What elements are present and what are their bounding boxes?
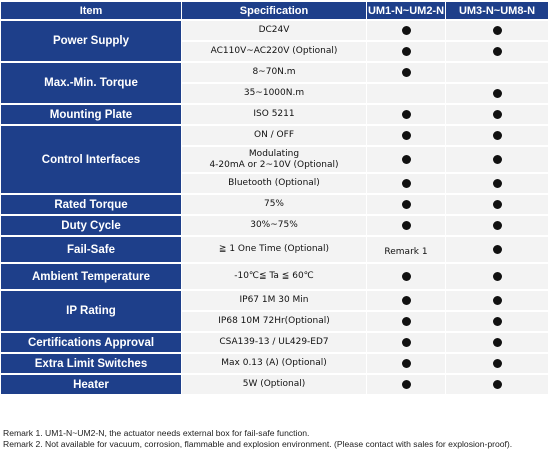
model-a-cell [367, 312, 445, 331]
model-a-cell [367, 264, 445, 289]
filled-dot-icon [402, 47, 411, 56]
filled-dot-icon [402, 272, 411, 281]
model-b-cell [446, 126, 548, 145]
model-a-cell [367, 21, 445, 40]
spec-value: ≧ 1 One Time (Optional) [182, 237, 366, 262]
spec-value: Max 0.13 (A) (Optional) [182, 354, 366, 373]
filled-dot-icon [493, 296, 502, 305]
item-label: Power Supply [1, 21, 181, 61]
header-specification: Specification [182, 2, 366, 19]
table-row [1, 126, 548, 145]
model-b-cell [446, 312, 548, 331]
spec-value: 30%~75% [182, 216, 366, 235]
model-b-cell [446, 21, 548, 40]
model-b-cell [446, 354, 548, 373]
model-a-cell [367, 216, 445, 235]
model-b-cell [446, 147, 548, 172]
model-a-cell [367, 147, 445, 172]
table-row [1, 63, 548, 82]
model-b-cell [446, 63, 548, 82]
remarks [3, 428, 512, 450]
table-row [1, 21, 548, 40]
item-label: Extra Limit Switches [1, 354, 181, 373]
model-b-cell [446, 174, 548, 193]
header-row [1, 2, 548, 19]
filled-dot-icon [402, 338, 411, 347]
model-b-cell [446, 264, 548, 289]
filled-dot-icon [493, 155, 502, 164]
table-row [1, 105, 548, 124]
filled-dot-icon [402, 68, 411, 77]
model-a-cell [367, 237, 445, 262]
spec-value: DC24V [182, 21, 366, 40]
spec-value: CSA139-13 / UL429-ED7 [182, 333, 366, 352]
spec-value: 75% [182, 195, 366, 214]
item-label: Ambient Temperature [1, 264, 181, 289]
model-a-cell [367, 174, 445, 193]
header-item: Item [1, 2, 181, 19]
filled-dot-icon [402, 26, 411, 35]
model-b-cell [446, 105, 548, 124]
filled-dot-icon [402, 359, 411, 368]
model-b-cell [446, 42, 548, 61]
spec-value: Modulating 4-20mA or 2~10V (Optional) [182, 147, 366, 172]
model-b-cell [446, 237, 548, 262]
filled-dot-icon [402, 317, 411, 326]
header-model-b: UM3-N~UM8-N [446, 2, 548, 19]
model-a-cell [367, 195, 445, 214]
remark-2: Remark 2. Not available for vacuum, corrosion, flammable and explosion environment. (Please contact with sales for explosion-proof). [3, 439, 513, 449]
item-label: Duty Cycle [1, 216, 181, 235]
filled-dot-icon [402, 221, 411, 230]
model-a-cell [367, 354, 445, 373]
table-row [1, 354, 548, 373]
filled-dot-icon [402, 380, 411, 389]
filled-dot-icon [402, 110, 411, 119]
model-b-cell [446, 333, 548, 352]
filled-dot-icon [493, 317, 502, 326]
model-b-cell [446, 84, 548, 103]
filled-dot-icon [402, 155, 411, 164]
item-label: IP Rating [1, 291, 181, 331]
model-b-cell [446, 375, 548, 394]
model-a-cell [367, 126, 445, 145]
filled-dot-icon [493, 245, 502, 254]
filled-dot-icon [493, 359, 502, 368]
table-row [1, 291, 548, 310]
header-model-a: UM1-N~UM2-N [367, 2, 445, 19]
filled-dot-icon [402, 296, 411, 305]
filled-dot-icon [493, 89, 502, 98]
spec-value: ON / OFF [182, 126, 366, 145]
spec-value: 5W (Optional) [182, 375, 366, 394]
table-row [1, 216, 548, 235]
spec-value: -10℃≦ Ta ≦ 60℃ [182, 264, 366, 289]
spec-value: ISO 5211 [182, 105, 366, 124]
item-label: Fail-Safe [1, 237, 181, 262]
filled-dot-icon [493, 179, 502, 188]
table-row [1, 333, 548, 352]
filled-dot-icon [493, 26, 502, 35]
item-label: Control Interfaces [1, 126, 181, 193]
model-a-cell [367, 42, 445, 61]
model-a-cell [367, 375, 445, 394]
spec-value: 8~70N.m [182, 63, 366, 82]
spec-value: Bluetooth (Optional) [182, 174, 366, 193]
spec-body [1, 21, 548, 394]
filled-dot-icon [402, 131, 411, 140]
model-b-cell [446, 291, 548, 310]
filled-dot-icon [493, 272, 502, 281]
filled-dot-icon [493, 221, 502, 230]
item-label: Rated Torque [1, 195, 181, 214]
item-label: Heater [1, 375, 181, 394]
filled-dot-icon [402, 200, 411, 209]
model-a-cell [367, 105, 445, 124]
filled-dot-icon [493, 131, 502, 140]
filled-dot-icon [402, 179, 411, 188]
filled-dot-icon [493, 200, 502, 209]
item-label: Certifications Approval [1, 333, 181, 352]
filled-dot-icon [493, 380, 502, 389]
item-label: Mounting Plate [1, 105, 181, 124]
spec-value: IP67 1M 30 Min [182, 291, 366, 310]
spec-value: AC110V~AC220V (Optional) [182, 42, 366, 61]
item-label: Max.-Min. Torque [1, 63, 181, 103]
table-row [1, 237, 548, 262]
filled-dot-icon [493, 338, 502, 347]
remark-1: Remark 1. UM1-N~UM2-N, the actuator needs external box for fail-safe function. [3, 428, 310, 438]
table-row [1, 375, 548, 394]
table-row [1, 264, 548, 289]
model-b-cell [446, 216, 548, 235]
spec-value: IP68 10M 72Hr(Optional) [182, 312, 366, 331]
cell-text: Remark 1 [384, 246, 428, 257]
spec-value: 35~1000N.m [182, 84, 366, 103]
model-a-cell [367, 333, 445, 352]
model-a-cell [367, 63, 445, 82]
filled-dot-icon [493, 47, 502, 56]
table-row [1, 195, 548, 214]
model-b-cell [446, 195, 548, 214]
model-a-cell [367, 84, 445, 103]
model-a-cell [367, 291, 445, 310]
filled-dot-icon [493, 110, 502, 119]
